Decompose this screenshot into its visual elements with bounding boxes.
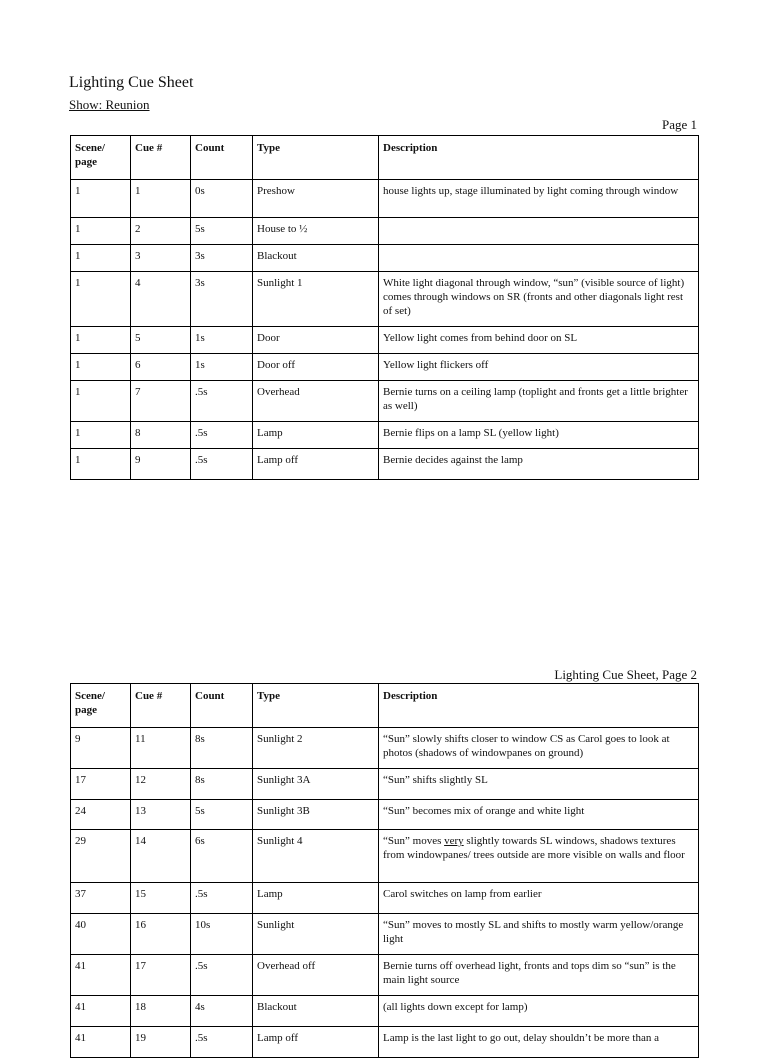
description-cell: Bernie turns on a ceiling lamp (toplight and fronts get a little brighter as well): [379, 381, 699, 422]
count-cell: .5s: [191, 449, 253, 480]
scene-cell: 1: [71, 180, 131, 218]
cue-cell: 14: [131, 830, 191, 883]
type-cell: Lamp: [253, 883, 379, 914]
description-text: “Sun” moves: [383, 835, 445, 847]
description-cell: house lights up, stage illuminated by light coming through window: [379, 180, 699, 218]
table-row: [71, 381, 699, 422]
table-row: [71, 1027, 699, 1058]
cue-cell: 8: [131, 422, 191, 449]
cue-cell: 7: [131, 381, 191, 422]
scene-cell: 37: [71, 883, 131, 914]
scene-cell: 1: [71, 272, 131, 327]
type-cell: Blackout: [253, 245, 379, 272]
type-cell: Sunlight 2: [253, 728, 379, 769]
type-cell: House to ½: [253, 218, 379, 245]
column-header-cue: Cue #: [131, 684, 191, 728]
table-row: [71, 422, 699, 449]
cue-cell: 9: [131, 449, 191, 480]
count-cell: 5s: [191, 218, 253, 245]
cue-cell: 3: [131, 245, 191, 272]
count-cell: 8s: [191, 728, 253, 769]
scene-cell: 29: [71, 830, 131, 883]
description-cell: Lamp is the last light to go out, delay shouldn’t be more than a: [379, 1027, 699, 1058]
count-cell: 5s: [191, 800, 253, 830]
page-number-label: Page 1: [661, 117, 697, 132]
scene-cell: 1: [71, 218, 131, 245]
cue-cell: 12: [131, 769, 191, 800]
count-cell: 10s: [191, 914, 253, 955]
description-cell: “Sun” becomes mix of orange and white light: [379, 800, 699, 830]
table-row: [71, 354, 699, 381]
table-row: [71, 728, 699, 769]
cue-table-page-2: [70, 683, 699, 1058]
scene-cell: 17: [71, 769, 131, 800]
description-cell: Yellow light flickers off: [379, 354, 699, 381]
scene-cell: 24: [71, 800, 131, 830]
scene-cell: 41: [71, 1027, 131, 1058]
count-cell: 1s: [191, 327, 253, 354]
table-row: [71, 327, 699, 354]
column-header-count: Count: [191, 136, 253, 180]
table-header-row: [71, 684, 699, 728]
type-cell: Sunlight 3B: [253, 800, 379, 830]
count-cell: 8s: [191, 769, 253, 800]
scene-cell: 1: [71, 449, 131, 480]
column-header-type: Type: [253, 684, 379, 728]
count-cell: 6s: [191, 830, 253, 883]
document-title: Lighting Cue Sheet: [69, 74, 194, 91]
column-header-cue: Cue #: [131, 136, 191, 180]
table-row: [71, 996, 699, 1027]
table-row: [71, 449, 699, 480]
count-cell: 0s: [191, 180, 253, 218]
cue-cell: 4: [131, 272, 191, 327]
scene-cell: 1: [71, 327, 131, 354]
description-cell: Bernie decides against the lamp: [379, 449, 699, 480]
table-row: [71, 272, 699, 327]
table-row: [71, 830, 699, 883]
count-cell: 1s: [191, 354, 253, 381]
table-row: [71, 955, 699, 996]
type-cell: Overhead off: [253, 955, 379, 996]
description-cell: “Sun” shifts slightly SL: [379, 769, 699, 800]
cue-cell: 17: [131, 955, 191, 996]
type-cell: Door: [253, 327, 379, 354]
cue-cell: 1: [131, 180, 191, 218]
description-cell: “Sun” slowly shifts closer to window CS as Carol goes to look at photos (shadows of windowpanes on ground): [379, 728, 699, 769]
cue-cell: 19: [131, 1027, 191, 1058]
count-cell: 3s: [191, 245, 253, 272]
cue-cell: 5: [131, 327, 191, 354]
description-cell: (all lights down except for lamp): [379, 996, 699, 1027]
description-cell: Bernie turns off overhead light, fronts and tops dim so “sun” is the main light source: [379, 955, 699, 996]
type-cell: Preshow: [253, 180, 379, 218]
column-header-description: Description: [379, 684, 699, 728]
description-cell: [379, 218, 699, 245]
scene-cell: 41: [71, 955, 131, 996]
description-cell: [379, 830, 699, 883]
scene-cell: 40: [71, 914, 131, 955]
column-header-scene: Scene/ page: [71, 136, 131, 180]
scene-cell: 9: [71, 728, 131, 769]
table-row: [71, 800, 699, 830]
table-row: [71, 245, 699, 272]
column-header-count: Count: [191, 684, 253, 728]
description-cell: “Sun” moves to mostly SL and shifts to mostly warm yellow/orange light: [379, 914, 699, 955]
scene-cell: 1: [71, 422, 131, 449]
cue-cell: 11: [131, 728, 191, 769]
cue-cell: 18: [131, 996, 191, 1027]
cue-cell: 15: [131, 883, 191, 914]
description-cell: Yellow light comes from behind door on SL: [379, 327, 699, 354]
column-header-type: Type: [253, 136, 379, 180]
type-cell: Sunlight 3A: [253, 769, 379, 800]
type-cell: Sunlight 1: [253, 272, 379, 327]
table-row: [71, 914, 699, 955]
type-cell: Lamp: [253, 422, 379, 449]
page-number-label: Lighting Cue Sheet, Page 2: [554, 667, 697, 682]
type-cell: Door off: [253, 354, 379, 381]
table-row: [71, 769, 699, 800]
table-header-row: [71, 136, 699, 180]
table-row: [71, 883, 699, 914]
cue-table-page-1: [70, 135, 699, 480]
scene-cell: 41: [71, 996, 131, 1027]
emphasis-text: very: [444, 835, 464, 847]
type-cell: Lamp off: [253, 449, 379, 480]
type-cell: Overhead: [253, 381, 379, 422]
type-cell: Blackout: [253, 996, 379, 1027]
count-cell: .5s: [191, 883, 253, 914]
type-cell: Lamp off: [253, 1027, 379, 1058]
table-row: [71, 218, 699, 245]
count-cell: .5s: [191, 1027, 253, 1058]
cue-cell: 16: [131, 914, 191, 955]
scene-cell: 1: [71, 354, 131, 381]
scene-cell: 1: [71, 381, 131, 422]
type-cell: Sunlight: [253, 914, 379, 955]
cue-cell: 6: [131, 354, 191, 381]
description-cell: Carol switches on lamp from earlier: [379, 883, 699, 914]
cue-cell: 13: [131, 800, 191, 830]
cue-cell: 2: [131, 218, 191, 245]
type-cell: Sunlight 4: [253, 830, 379, 883]
count-cell: 3s: [191, 272, 253, 327]
description-cell: Bernie flips on a lamp SL (yellow light): [379, 422, 699, 449]
count-cell: .5s: [191, 381, 253, 422]
count-cell: 4s: [191, 996, 253, 1027]
table-row: [71, 180, 699, 218]
column-header-scene: Scene/ page: [71, 684, 131, 728]
scene-cell: 1: [71, 245, 131, 272]
description-text: slightly towards SL windows, shadows textures from windowpanes/ trees outside are more visible on walls and floor: [383, 835, 685, 861]
show-name: Show: Reunion: [69, 97, 150, 112]
description-cell: White light diagonal through window, “sun” (visible source of light) comes through windows on SR (fronts and other diagonals light rest of set): [379, 272, 699, 327]
description-cell: [379, 245, 699, 272]
count-cell: .5s: [191, 955, 253, 996]
column-header-description: Description: [379, 136, 699, 180]
count-cell: .5s: [191, 422, 253, 449]
